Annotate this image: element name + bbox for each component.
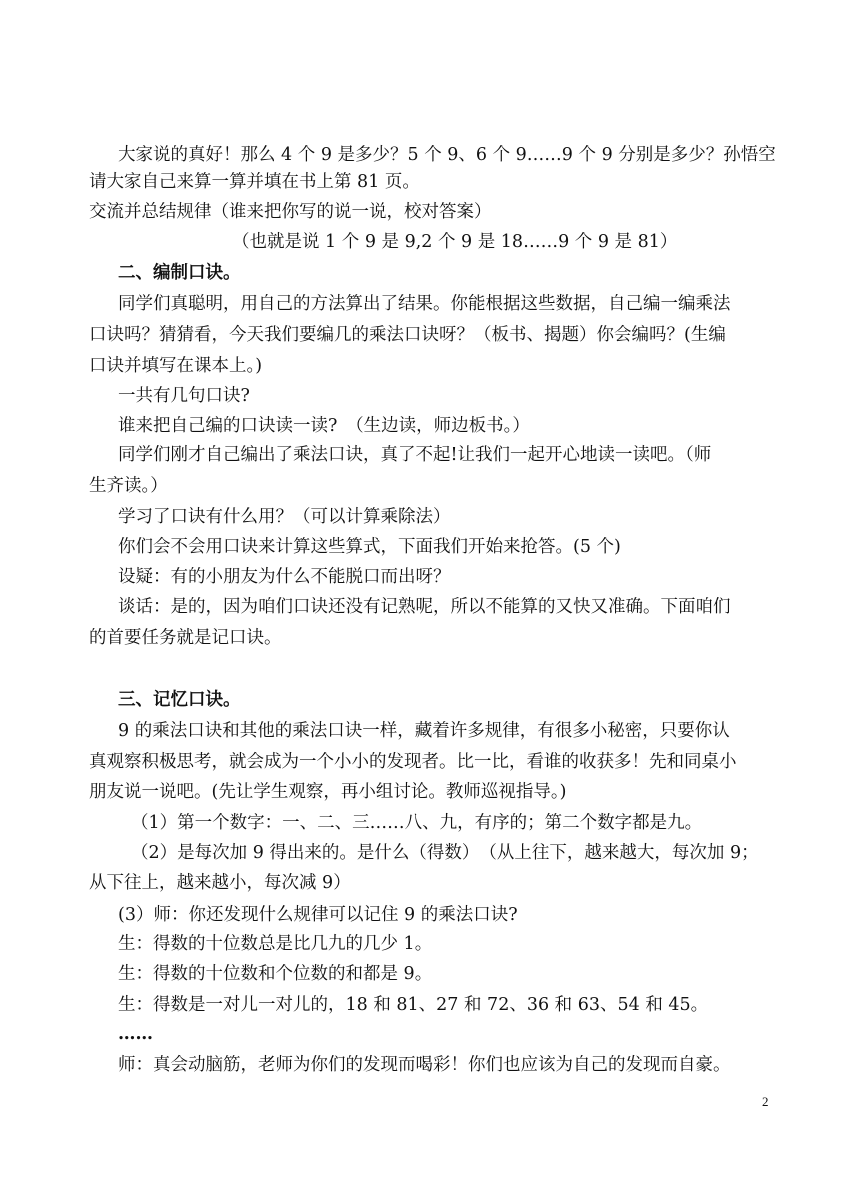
text-line: 从下往上，越来越小，每次减 9） (89, 873, 351, 893)
text-line: 大家说的真好！那么 4 个 9 是多少？5 个 9、6 个 9……9 个 9 分别是多少？孙悟空 (118, 145, 776, 165)
text-line: 口诀吗？猜猜看，今天我们要编几的乘法口诀呀？（板书、揭题）你会编吗？(生编 (89, 325, 726, 345)
text-line: （1）第一个数字：一、二、三……八、九，有序的；第二个数字都是九。 (131, 813, 703, 833)
text-line: （2）是每次加 9 得出来的。是什么（得数） （从上往下，越来越大，每次加 9； (131, 843, 759, 863)
text-line: (3）师：你还发现什么规律可以记住 9 的乘法口诀? (118, 905, 518, 925)
section-heading: 二、编制口诀。 (118, 263, 241, 283)
text-line: 朋友说一说吧。(先让学生观察，再小组讨论。教师巡视指导。) (89, 782, 567, 802)
text-line: 谈话：是的，因为咱们口诀还没有记熟呢，所以不能算的又快又准确。下面咱们 (118, 597, 731, 617)
text-line: 的首要任务就是记口诀。 (89, 628, 282, 648)
text-line: 一共有几句口诀? (118, 386, 250, 406)
text-line: 同学们刚才自己编出了乘法口诀，真了不起!让我们一起开心地读一读吧。（师 (118, 445, 712, 465)
text-line: 设疑：有的小朋友为什么不能脱口而出呀？ (118, 567, 451, 587)
text-line: 9 的乘法口诀和其他的乘法口诀一样，藏着许多规律，有很多小秘密，只要你认 (118, 721, 730, 741)
text-line: 你们会不会用口诀来计算这些算式，下面我们开始来抢答。(5 个) (118, 537, 621, 557)
text-line: 谁来把自己编的口诀读一读? （生边读，师边板书。） (118, 416, 530, 436)
text-line: （也就是说 1 个 9 是 9,2 个 9 是 18……9 个 9 是 81） (232, 232, 678, 252)
text-line: 师：真会动脑筋，老师为你们的发现而喝彩！你们也应该为自己的发现而自豪。 (118, 1055, 731, 1075)
text-line: 请大家自己来算一算并填在书上第 81 页。 (89, 172, 420, 192)
page-number: 2 (762, 1094, 769, 1109)
text-line: 口诀并填写在课本上。) (89, 356, 263, 376)
text-line: 生：得数的十位数和个位数的和都是 9。 (118, 964, 433, 984)
ellipsis-line: …… (118, 1024, 153, 1044)
text-line: 生：得数是一对儿一对儿的，18 和 81、27 和 72、36 和 63、54 和 45。 (118, 995, 709, 1015)
section-heading: 三、记忆口诀。 (118, 690, 241, 710)
text-line: 生：得数的十位数总是比几九的几少 1。 (118, 934, 433, 954)
text-line: 生齐读。） (89, 476, 168, 496)
text-line: 同学们真聪明，用自己的方法算出了结果。你能根据这些数据，自己编一编乘法 (118, 294, 731, 314)
text-line: 真观察积极思考，就会成为一个小小的发现者。比一比，看谁的收获多！先和同桌小 (89, 752, 737, 772)
text-line: 交流并总结规律（谁来把你写的说一说，校对答案） (89, 202, 492, 222)
text-line: 学习了口诀有什么用？（可以计算乘除法） (118, 507, 451, 527)
